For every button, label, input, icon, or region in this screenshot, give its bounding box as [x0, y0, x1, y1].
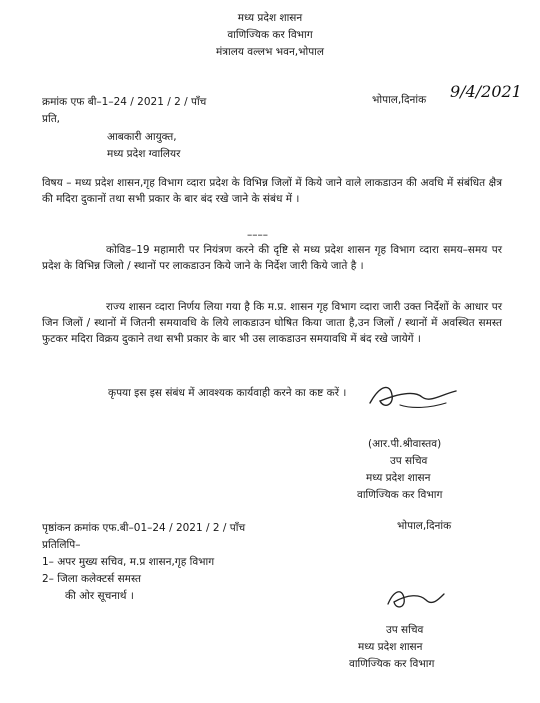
recipient-line1: आबकारी आयुक्त,	[107, 131, 177, 143]
endorsement-item-1: 1– अपर मुख्य सचिव, म.प्र शासन,गृह विभाग	[42, 556, 215, 568]
signature2-designation: उप सचिव	[386, 624, 424, 636]
signature2-org1: मध्य प्रदेश शासन	[358, 641, 423, 653]
endorsement-number: पृष्ठांकन क्रमांक एफ.बी–01–24 / 2021 / 2 / पाँच	[42, 522, 246, 534]
endorsement-copy-label: प्रतिलिपि–	[42, 539, 81, 551]
signature1-name: (आर.पी.श्रीवास्तव)	[368, 438, 442, 450]
header-line-address: मंत्रालय वल्लभ भवन,भोपाल	[215, 46, 325, 58]
recipient-prati: प्रति,	[42, 113, 61, 125]
endorsement-closing: की ओर सूचनार्थ ।	[65, 590, 134, 602]
paragraph-1: कोविड–19 महामारी पर नियंत्रण करने की दृष्टि से मध्य प्रदेश शासन गृह विभाग व्दारा समय–समय पर प्रदेश के विभिन्न जिलो / स्थानों पर लाकडाउन किये जाने के निर्देश जारी किये जाते है ।	[42, 244, 502, 272]
header-line-government: मध्य प्रदेश शासन	[237, 12, 303, 24]
signature1-org2: वाणिज्यिक कर विभाग	[357, 489, 443, 501]
signature-mark-1	[360, 375, 470, 420]
order-place-date-label: भोपाल,दिनांक	[372, 94, 427, 106]
signature2-org2: वाणिज्यिक कर विभाग	[349, 658, 435, 670]
header-line-department: वाणिज्यिक कर विभाग	[227, 29, 313, 41]
endorsement-item-2: 2– जिला कलेक्टर्स समस्त	[42, 573, 142, 585]
order-date-handwritten: 9/4/2021	[450, 82, 522, 101]
signature-mark-2	[380, 582, 450, 616]
recipient-line2: मध्य प्रदेश ग्वालियर	[107, 148, 181, 160]
signature1-org1: मध्य प्रदेश शासन	[366, 472, 431, 484]
subject-text: विषय – मध्य प्रदेश शासन,गृह विभाग व्दारा प्रदेश के विभिन्न जिलों में किये जाने वाले लाकडाउन की अवधि में संबंधित क्षैत्र की मदिरा दुकानों तथा सभी प्रकार के बार बंद रखे जाने के संबंध में ।	[42, 177, 502, 205]
paragraph-3: कृपया इस इस संबंध में आवश्यक कार्यवाही करने का कष्ट करें ।	[108, 387, 347, 399]
paragraph-2: राज्य शासन व्दारा निर्णय लिया गया है कि म.प्र. शासन गृह विभाग व्दारा जारी उक्त निर्देशों के आधार पर जिन जिलों / स्थानों में जितनी समयावधि के लिये लाकडाउन घोषित किया जाता है,उन जिलों / स्थानों में अवस्थित समस्त फुटकर मदिरा विक्रय दुकाने तथा सभी प्रकार के बार भी उस लाकडाउन समयावधि में बंद रखे जायेगें ।	[42, 301, 503, 345]
endorsement-place-date-label: भोपाल,दिनांक	[397, 520, 452, 532]
signature1-designation: उप सचिव	[390, 455, 428, 467]
order-number: क्रमांक एफ बी–1–24 / 2021 / 2 / पाँच	[42, 96, 207, 108]
divider: ––––	[247, 229, 268, 241]
